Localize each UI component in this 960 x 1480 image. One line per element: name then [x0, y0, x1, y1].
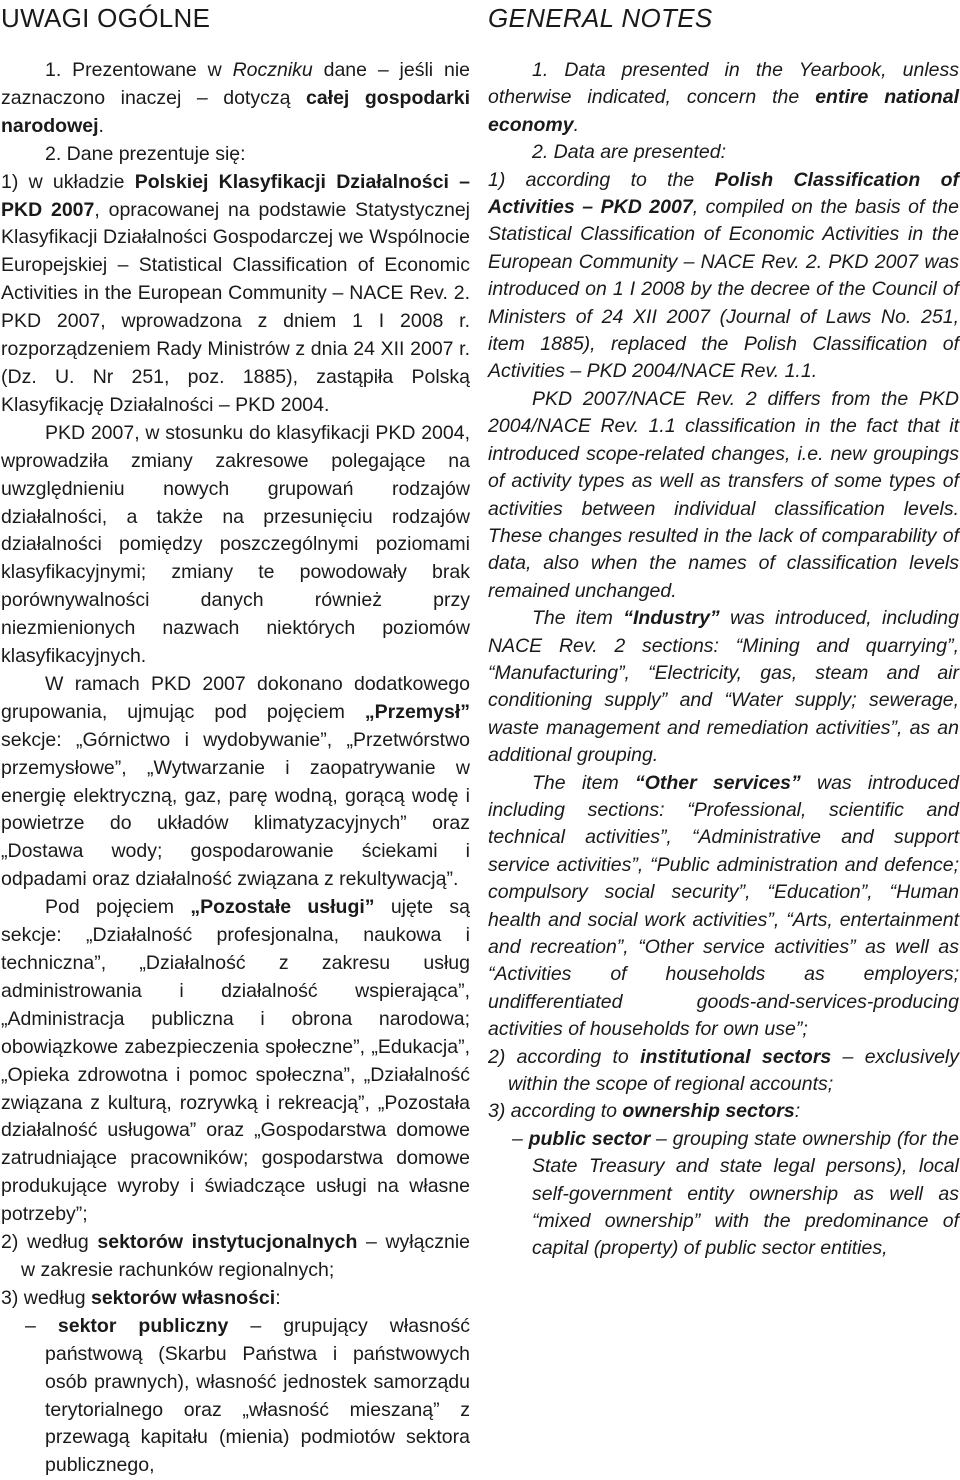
text-run-bold: Polish Classification of Activities – PKD 2007 — [488, 168, 959, 219]
text-run: . — [98, 114, 104, 137]
polish-pkd-changes: PKD 2007, w stosunku do klasyfikacji PKD 2004, wprowadziła zmiany zakresowe polegające na uwzględnieniu nowych grupowań rodzajów działalności, a także na przesunięciu rodzajów działalności pomiędzy poszczególnymi poziomami klasyfikacyjnymi; zmiany te powodowały brak porównywalności danych również przy niezmienionych nazwach niektórych poziomów klasyfikacyjnych. — [1, 421, 470, 668]
text-run: The item — [532, 771, 635, 794]
text-run-bold: Polskiej Klasyfikacji Działalności – PKD 2007 — [1, 170, 471, 221]
english-column — [488, 0, 959, 1263]
text-run: . — [573, 113, 580, 136]
text-run: – grouping state ownership (for the State Treasury and state legal persons), local self-government entity ownership as well as “mixed ownership” with the predominance of capital (property) of public sector entities, — [532, 1127, 959, 1260]
text-run: ujęte są sekcje: „Działalność profesjonalna, naukowa i techniczna”, „Działalność z zakresu usług administrowania i działalność wspierająca”, „Administracja publiczna i obrona narodowa; obowiązkowe zabezpieczenia społeczne”, „Edukacja”, „Opieka zdrowotna i pomoc społeczna”, „Działalność związana z kulturą, rozrywką i rekreacją”, „Pozostała działalność usługowa” oraz „Gospodarstwa domowe zatrudniające pracowników; gospodarstwa domowe produkujące wyroby i świadczące usługi na własne potrzeby”; — [1, 896, 470, 1226]
text-run-italic: Roczniku — [232, 59, 313, 81]
text-run-bold: public sector — [528, 1127, 651, 1150]
text-run: 3) według — [1, 1286, 91, 1309]
polish-text — [1, 57, 470, 1480]
polish-other-services-paragraph — [1, 894, 470, 1229]
english-other-services-paragraph — [488, 770, 959, 1044]
text-run: , opracowanej na podstawie Statystycznej Klasyfikacji Działalności Gospodarczej we Wspólnocie Europejskiej – Statistical Classification of Economic Activities in the European Community – NACE Rev. 2. PKD 2007, wprowadzona z dniem 1 I 2008 r. rozporządzeniem Rady Ministrów z dnia 24 XII 2007 r. (Dz. U. Nr 251, poz. 1885), zastąpiła Polską Klasyfikację Działalności – PKD 2004. — [1, 198, 470, 416]
text-run-bold: entire national economy — [488, 86, 959, 136]
polish-note-2: 2. Dane prezentuje się: — [45, 142, 246, 165]
english-heading: GENERAL NOTES — [488, 3, 713, 33]
text-run: – — [25, 1314, 58, 1337]
english-list-item-1 — [488, 167, 959, 386]
text-run: : — [275, 1286, 281, 1309]
english-public-sector-item — [488, 1126, 959, 1263]
text-run: 1) according to the — [488, 168, 715, 191]
text-run-bold: „Pozostałe usługi” — [190, 896, 375, 919]
text-run: was introduced including sections: “Professional, scientific and technical activities”, “Administrative and support service activities”, “Public administration and defence; compulsory social security”, “Education”, “Human health and social work activities”, “Arts, entertainment and recreation”, “Other service activities” as well as “Activities of households as employers; undifferentiated goods-and-services-producing activities of households for own use”; — [488, 771, 959, 1041]
text-run-bold: “Industry” — [623, 607, 720, 630]
text-run: 2) according to — [488, 1045, 641, 1068]
text-run-bold: sektorów własności — [90, 1286, 276, 1309]
polish-public-sector-item — [1, 1313, 470, 1480]
text-run-bold: „Przemysł” — [364, 700, 470, 723]
text-run: 3) according to — [488, 1100, 623, 1123]
text-run: sekcje: „Górnictwo i wydobywanie”, „Przetwórstwo przemysłowe”, „Wytwarzanie i zaopatrywanie w energię elektryczną, gaz, parę wodną, gorącą wodę i powietrze do układów klimatyzacyjnych” oraz „Dostawa wody; gospodarowanie ściekami i odpadami oraz działalność związana z rekultywacją”. — [1, 728, 470, 891]
text-run: The item — [532, 607, 624, 630]
text-run-bold: całej gospodarki narodowej — [1, 86, 470, 137]
text-run: – — [512, 1127, 529, 1150]
text-run: 1. Prezentowane w — [45, 59, 233, 81]
english-list-item-3 — [488, 1098, 959, 1125]
polish-list-item-3 — [1, 1285, 470, 1313]
english-text — [488, 57, 959, 1263]
polish-heading: UWAGI OGÓLNE — [1, 3, 211, 33]
polish-column — [1, 0, 470, 1480]
english-note-1 — [488, 57, 959, 139]
text-run-bold: ownership sectors — [622, 1100, 795, 1123]
polish-industry-paragraph — [1, 671, 470, 894]
text-run-bold: sektorów instytucjonalnych — [97, 1231, 358, 1254]
text-run: 2) według — [1, 1231, 98, 1254]
text-run: 1) w układzie — [1, 170, 135, 193]
english-pkd-changes: PKD 2007/NACE Rev. 2 differs from the PKD 2004/NACE Rev. 1.1 classification in the fact that it introduced scope-related changes, i.e. new groupings of activity types as well as transfers of some types of activities between individual classification levels. These changes resulted in the lack of comparability of data, also when the names of classification levels remained unchanged. — [488, 387, 959, 602]
english-list-item-2 — [488, 1044, 959, 1099]
text-run: 1. Data presented in the Yearbook, unless otherwise indicated, concern the — [488, 59, 959, 109]
polish-list-item-1 — [1, 169, 470, 420]
text-run: – exclusively within the scope of regional accounts; — [508, 1045, 959, 1096]
text-run-bold: institutional sectors — [640, 1045, 832, 1068]
text-run-bold: sektor publiczny — [57, 1314, 229, 1337]
text-run: – grupujący własność państwową (Skarbu Państwa i państwowych osób prawnych), własność jednostek samorządu terytorialnego oraz „własność mieszaną” z przewagą kapitału (mienia) podmiotów sektora publicznego, — [45, 1314, 470, 1477]
text-run: Pod pojęciem — [45, 896, 191, 919]
english-industry-paragraph — [488, 605, 959, 769]
text-run: was introduced, including NACE Rev. 2 sections: “Mining and quarrying”, “Manufacturing”, “Electricity, gas, steam and air conditioning supply” and “Water supply; sewerage, waste management and remediation activities”, as an additional grouping. — [488, 607, 959, 767]
text-run: , compiled on the basis of the Statistical Classification of Economic Activities in the European Community – NACE Rev. 2. PKD 2007 was introduced on 1 I 2008 by the decree of the Council of Ministers of 24 XII 2007 (Journal of Laws No. 251, item 1885), replaced the Polish Classification of Activities – PKD 2004/NACE Rev. 1.1. — [488, 196, 959, 383]
english-note-2: 2. Data are presented: — [532, 141, 727, 164]
text-run: W ramach PKD 2007 dokonano dodatkowego grupowania, ujmując pod pojęciem — [1, 672, 470, 723]
text-run: dane – jeśli nie zaznaczono inaczej – dotyczą — [1, 59, 470, 109]
text-run: : — [794, 1100, 801, 1123]
text-run-bold: “Other services” — [634, 771, 801, 794]
text-run: – wyłącznie w zakresie rachunków regionalnych; — [21, 1231, 471, 1281]
polish-list-item-2 — [1, 1229, 470, 1285]
polish-note-1 — [1, 57, 470, 141]
